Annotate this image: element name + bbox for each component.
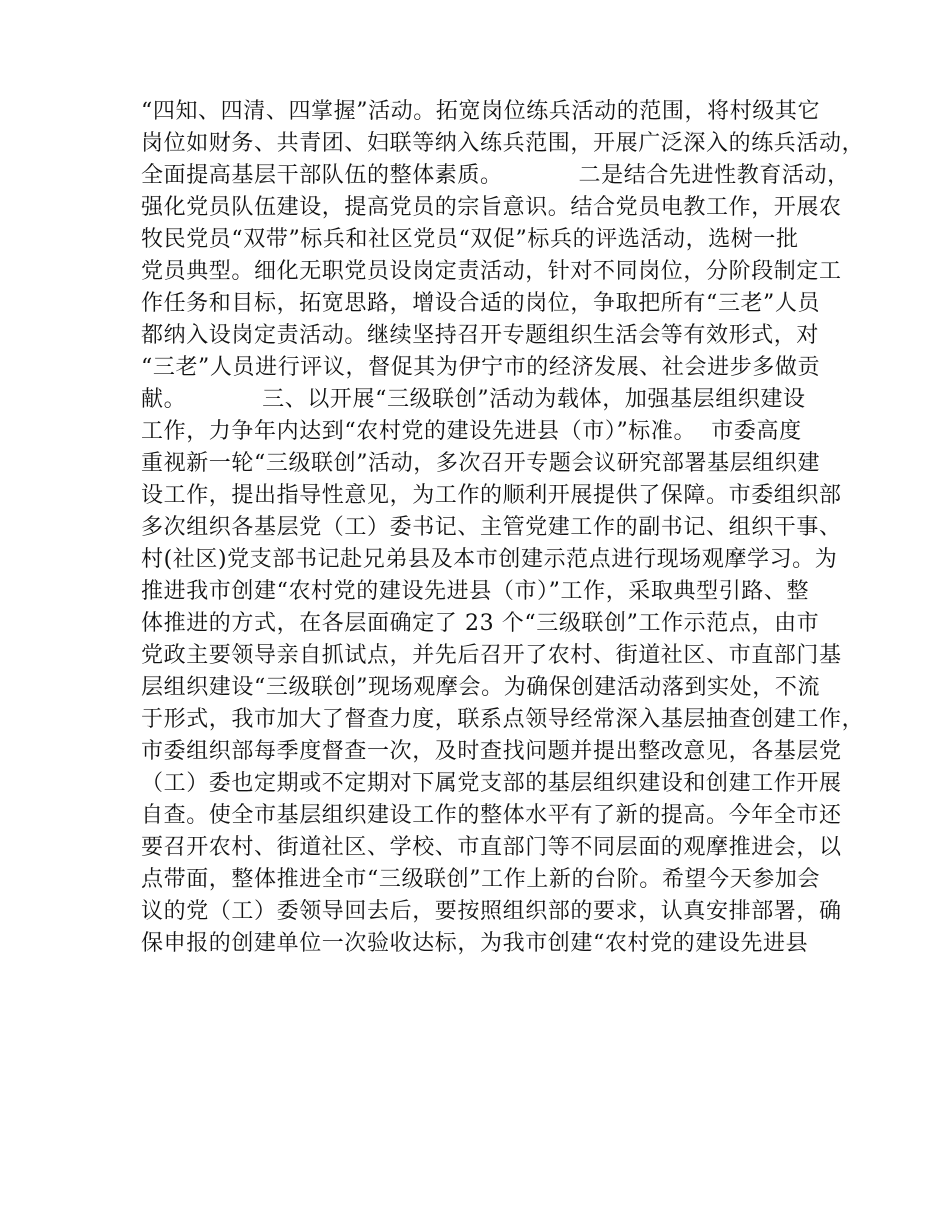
text-line: 全面提高基层干部队伍的整体素质。 二是结合先进性教育活动，: [141, 163, 850, 188]
text-line: 党政主要领导亲自抓试点，并先后召开了农村、街道社区、市直部门基: [141, 643, 842, 668]
text-line: 多次组织各基层党（工）委书记、主管党建工作的副书记、组织干事、: [141, 515, 842, 540]
text-line: 岗位如财务、共青团、妇联等纳入练兵范围，开展广泛深入的练兵活动，: [141, 131, 865, 156]
text-line: 自查。使全市基层组织建设工作的整体水平有了新的提高。今年全市还: [141, 803, 842, 828]
text-line: “三老”人员进行评议，督促其为伊宁市的经济发展、社会进步多做贡: [141, 355, 821, 380]
text-line: “四知、四清、四掌握”活动。拓宽岗位练兵活动的范围，将村级其它: [141, 99, 821, 124]
text-line: 层组织建设“三级联创”现场观摩会。为确保创建活动落到实处，不流: [141, 675, 821, 700]
text-line: 点带面，整体推进全市“三级联创”工作上新的台阶。希望今天参加会: [141, 867, 821, 892]
text-line: 献。 三、以开展“三级联创”活动为载体，加强基层组织建设: [141, 387, 806, 412]
text-line: 强化党员队伍建设，提高党员的宗旨意识。结合党员电教工作，开展农: [141, 195, 842, 220]
text-line: 村(社区)党支部书记赴兄弟县及本市创建示范点进行现场观摩学习。为: [141, 547, 838, 572]
text-line: 体推进的方式，在各层面确定了 23 个“三级联创”工作示范点，由市: [141, 611, 820, 636]
text-line: 市委组织部每季度督查一次，及时查找问题并提出整改意见，各基层党: [141, 739, 842, 764]
text-line: 工作，力争年内达到“农村党的建设先进县（市）”标准。 市委高度: [141, 419, 802, 444]
text-line: 重视新一轮“三级联创”活动，多次召开专题会议研究部署基层组织建: [141, 451, 821, 476]
text-line: 都纳入设岗定责活动。继续坚持召开专题组织生活会等有效形式，对: [141, 323, 820, 348]
text-line: 于形式，我市加大了督查力度，联系点领导经常深入基层抽查创建工作，: [141, 707, 865, 732]
text-line: 党员典型。细化无职党员设岗定责活动，针对不同岗位，分阶段制定工: [141, 259, 842, 284]
text-line: 推进我市创建“农村党的建设先进县（市）”工作，采取典型引路、整: [141, 579, 810, 604]
body-text: [141, 96, 865, 960]
text-line: 保申报的创建单位一次验收达标，为我市创建“农村党的建设先进县: [141, 931, 809, 956]
text-line: 牧民党员“双带”标兵和社区党员“双促”标兵的评选活动，选树一批: [141, 227, 799, 252]
text-line: （工）委也定期或不定期对下属党支部的基层组织建设和创建工作开展: [141, 771, 842, 796]
text-line: 议的党（工）委领导回去后，要按照组织部的要求，认真安排部署，确: [141, 899, 842, 924]
text-line: 作任务和目标，拓宽思路，增设合适的岗位，争取把所有“三老”人员: [141, 291, 821, 316]
text-line: 设工作，提出指导性意见，为工作的顺利开展提供了保障。市委组织部: [141, 483, 842, 508]
text-line: 要召开农村、街道社区、学校、市直部门等不同层面的观摩推进会，以: [141, 835, 842, 860]
